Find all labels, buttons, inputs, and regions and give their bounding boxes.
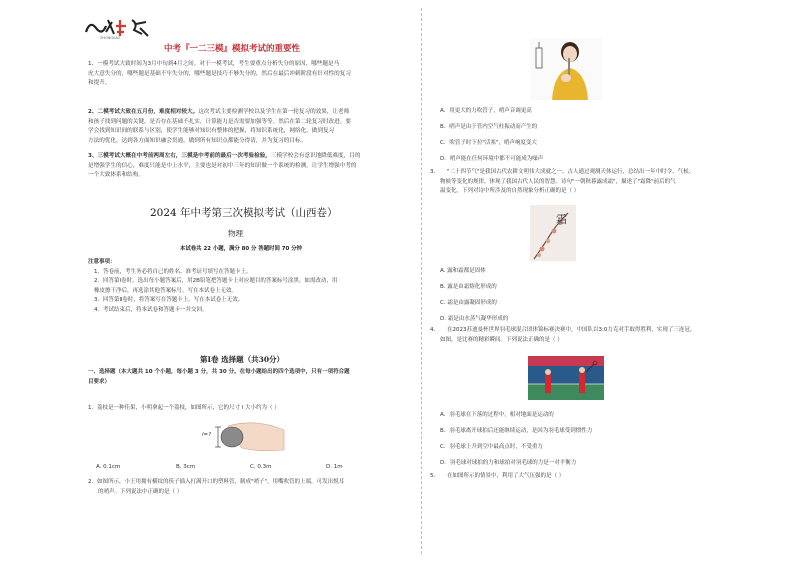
section-instr-line2: 目要求） — [88, 378, 111, 385]
intro-p2-line1: 这次考试主要检测学校以及学生在第一轮复习的效果，让老师 — [198, 109, 350, 115]
intro-p2-line4: 方法的优化，达到各方面知识融会贯通，做到所有知识点都能分得清，并为复习的目标。 — [88, 137, 307, 144]
section-instructions — [88, 368, 418, 387]
question-stem-line2: 如图，是比赛的精彩瞬间。下列说法正确的是（ ） — [440, 336, 563, 343]
q4-option-c: C．羽毛球上升到空中最高点时，不受重力 — [440, 444, 543, 450]
question-2 — [88, 478, 418, 497]
plum-branch-icon — [530, 205, 576, 261]
question-stem: 荔枝是一种佳果，小明拿起一个荔枝，如图所示，它的尺寸 l 大小约为（ ） — [97, 405, 280, 411]
notice-title: 注意事项： — [88, 259, 116, 265]
whistle-girl-image — [530, 38, 602, 100]
intro-p3-lead: 3、三模考试大概在中考前两周左右，三模是中考前的最后一次考验检验， — [88, 153, 271, 159]
section-title: 第Ⅰ卷 选择题（共30分） — [200, 355, 285, 364]
intro-p3-line2: 是增强学生的信心，难度只能是中上水平，主要也是对初中三年的知识做一个系统的检测，让学生增强中考的 — [88, 162, 357, 169]
q1-option-a: A. 0.1cm — [96, 464, 121, 470]
q3-option-b: B. 露是由霜熔化形成的 — [440, 284, 497, 290]
badminton-match-image — [528, 356, 604, 400]
intro-p2-lead: 2、二模考试大致在五月份，难度相对较大。 — [88, 109, 199, 115]
question-stem-line2: 的哨声。下列说法中正确的是（ ） — [98, 488, 183, 495]
notice-item: 橡皮擦干净后，再选涂其他答案标号。写在本试卷上无效。 — [94, 287, 238, 294]
q4-option-d: D．羽毛球对球拍的力和球拍对羽毛球的力是一对平衡力 — [440, 460, 577, 466]
question-stem: 在如图所示的情景中，利用了大气压强的是（ ） — [447, 473, 565, 479]
q1-option-c: C. 0.3m — [250, 464, 272, 470]
notice-block — [88, 258, 418, 316]
q4-option-b: B．羽毛球离开球拍后还能继续运动，是因为羽毛球受到惯性力 — [440, 428, 593, 434]
notice-item: 2．回答第Ⅰ卷时，选出每小题答案后，用2B铅笔把答题卡上对应题目的答案标号涂黑。如需改动，用 — [94, 278, 338, 285]
q3-option-d: D. 霜是由水蒸气凝华形成的 — [440, 316, 509, 322]
question-number: 4． — [430, 327, 439, 333]
intro-paragraph-1 — [88, 60, 418, 89]
q2-option-a: A．用更大的力吹管子，哨声音调更高 — [440, 108, 532, 114]
q1-option-b: B. 3cm — [176, 464, 196, 470]
exam-subject: 物理 — [228, 229, 243, 238]
q2-option-d: D．哨声能在任何环境中都不可能成为噪声 — [440, 156, 544, 162]
question-number: 1． — [88, 405, 97, 411]
notice-item: 3．回答第Ⅱ卷时，将答案写在答题卡上。写在本试卷上无效。 — [94, 297, 244, 304]
q3-option-c: C. 霜是由露凝固形成的 — [440, 300, 497, 306]
intro-p1-line2: 虎大意失分的，哪些题是基础不牢失分的，哪些题是技巧不够失分的，然后在最后冲刺阶段有针对性的复习 — [88, 70, 351, 77]
notice-item: 4．考试结束后，将本试卷和答题卡一并交回。 — [94, 306, 208, 313]
exam-title: 2024 年中考第三次模拟考试（山西卷） — [150, 207, 338, 219]
question-4 — [430, 326, 760, 345]
question-1 — [88, 404, 418, 414]
frost-image — [530, 205, 576, 261]
q3-option-a: A. 露和霜都是固体 — [440, 268, 486, 274]
exam-meta: 本试卷共 22 小题，满分 80 分 答题时间 70 分钟 — [180, 246, 302, 252]
intro-p3-line1: 三模学校会有意识地降低难度，目的 — [270, 153, 361, 159]
logo-subtext: ZHONGKAO — [100, 36, 121, 40]
question-number: 5． — [430, 473, 439, 479]
notice-item: 1．答卷前，考生务必将自己的姓名、准考证号填写在答题卡上。 — [94, 268, 252, 275]
question-stem-line1: 如图所示，小王用拥有横纹的筷子插入打满开口的塑料管，制成"哨子"，用嘴吹管的上端，可发出悦耳 — [97, 479, 345, 485]
intro-p1-line1: 1、一模考试大致时间为3月中旬到4月之间。对于一模考试，考生要重点分析失分的原因，哪些题是马 — [88, 61, 340, 67]
intro-paragraph-3 — [88, 152, 418, 181]
intro-p3-line3: 一个大致体系和结构。 — [88, 172, 144, 179]
question-stem-line2: 物候等变化的规律，体现了我国古代人民的智慧。诗句"一朝秋暮露成霜"，描述了"霜降"前后的气 — [440, 178, 676, 185]
intro-p2-line2: 和孩子找到问题的关键，是否存在基础不扎实，计算能力是否需要加强等等。然后在第二轮复习时改进。要 — [88, 118, 351, 125]
section-instr-line1: 一、选择题（本大题共 10 个小题，每小题 3 分，共 30 分。在每小题给出的四个选项中，只有一项符合题 — [88, 369, 350, 375]
frost-character: 霜 — [556, 213, 567, 226]
important-title: 中考『一二三模』模拟考试的重要性 — [164, 44, 301, 54]
question-5 — [430, 472, 760, 482]
q2-option-b: B．哨声是由于管内空气柱振动而产生的 — [440, 124, 538, 130]
intro-p2-line3: 学会找到知识间的联系与区别，使学生能够对知识有整体的把握，将知识系统化，网络化，做到复习 — [88, 128, 335, 135]
question-3 — [430, 168, 760, 197]
q1-option-d: D. 1m — [326, 464, 343, 470]
intro-paragraph-2 — [88, 108, 418, 146]
question-number: 3． — [430, 169, 439, 175]
question-stem-line1: 在2023苏迪曼杯世界羽毛球混合团体锦标赛决赛中，中国队以3:0力克对手取得胜利，实现了三连冠。 — [447, 327, 696, 333]
lychee-length-label: l=? — [202, 432, 212, 438]
column-divider — [421, 8, 422, 554]
q4-option-a: A．羽毛球在下落的过程中，相对地面是运动的 — [440, 412, 554, 418]
intro-p1-line3: 和提升。 — [88, 80, 111, 87]
lychee-hand-image — [198, 420, 288, 452]
question-stem-line3: 温变化。下列对诗中所涉及的自然现象分析正确的是（ ） — [440, 188, 580, 195]
question-stem-line1: "二十四节气"是我国古代农耕文明伟大成就之一。古人通过观测天体运行，总结出一年中时令、气候、 — [447, 169, 695, 175]
q2-option-c: C．吹管子时下拉"活塞"，哨声响度变大 — [440, 140, 537, 146]
question-number: 2． — [88, 479, 97, 485]
